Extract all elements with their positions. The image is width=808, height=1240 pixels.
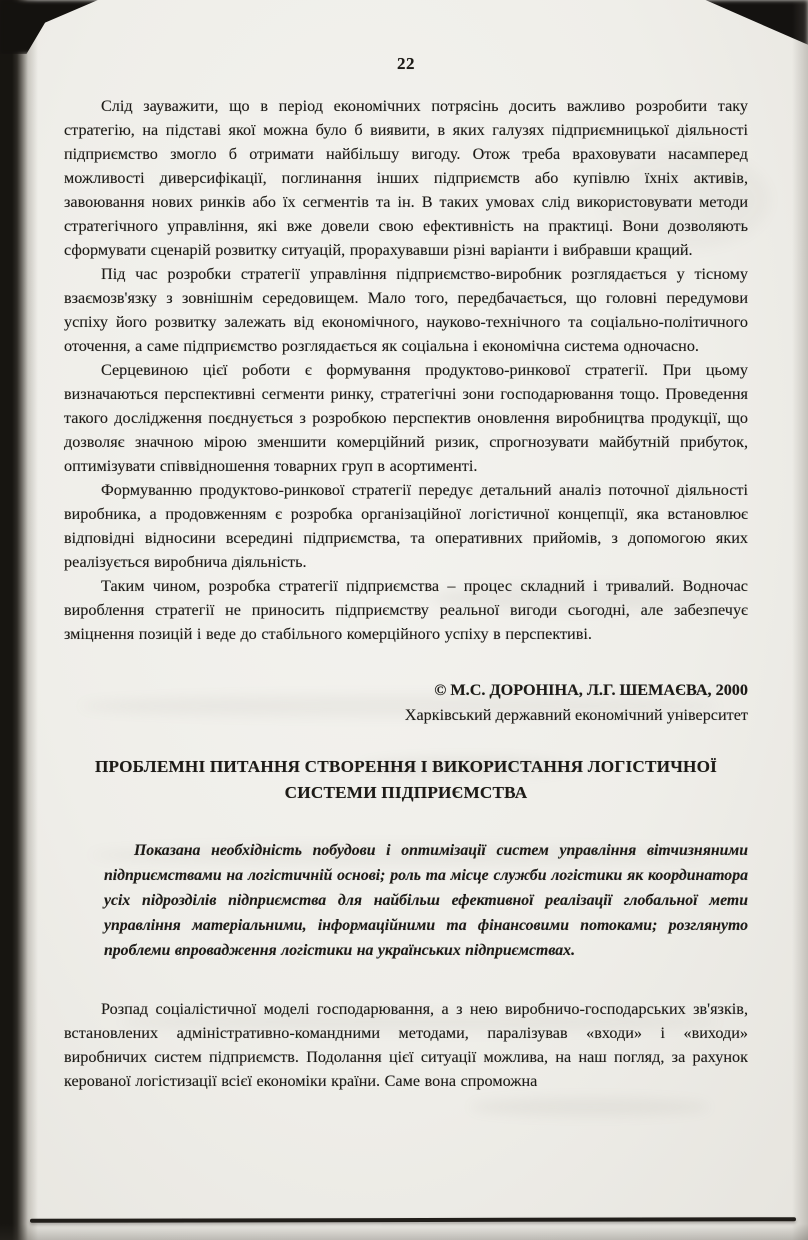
- scan-bottom-edge-shade: [0, 1224, 808, 1240]
- scan-bottom-edge-line: [30, 1217, 796, 1223]
- body-paragraph: Розпад соціалістичної моделі господарювання, а з нею виробничо-господарських зв'язків, встановлених адміністративно-командними методами, паралізував «входи» і «виходи» виробничих систем підприємств. Подолання цієї ситуації можлива, на наш погляд, за рахунок керованої логістизації всієї економіки країни. Саме вона спроможна: [64, 1000, 748, 1090]
- article-title: ПРОБЛЕМНІ ПИТАННЯ СТВОРЕННЯ І ВИКОРИСТАННЯ ЛОГІСТИЧНОЇ СИСТЕМИ ПІДПРИЄМСТВА: [94, 757, 718, 802]
- article-abstract: Показана необхідність побудови і оптимізації систем управління вітчизняними підприємствами на логістичній основі; роль та місце служби логістики як координатора усіх підрозділів підприємства для найбільш ефективної реалізації глобальної мети управління матеріальними, інформаційними та фінансовими потоками; розглянуто проблеми впровадження логістики на українських підприємствах.: [104, 842, 748, 959]
- page-content: [64, 54, 748, 1093]
- body-paragraph: Формуванню продуктово-ринкової стратегії передує детальний аналіз поточної діяльності виробника, а продовженням є розробка організаційної логістичної концепції, яка встановлює відповідні відносини всередині підприємства, та оперативних прийомів, з допомогою яких реалізується виробнича діяльність.: [64, 481, 748, 571]
- body-paragraph: Серцевиною цієї роботи є формування продуктово-ринкової стратегії. При цьому визначаються перспективні сегменти ринку, стратегічні зони господарювання тощо. Проведення такого дослідження поєднується з розробкою перспектив оновлення виробництва продукції, що дозволяє значною мірою зменшити комерційний ризик, спрогнозувати майбутній прибуток, оптимізувати співвідношення товарних груп в асортименті.: [64, 361, 748, 475]
- scan-corner-top-right: [686, 0, 808, 56]
- body-paragraph: Таким чином, розробка стратегії підприємства – процес складний і тривалий. Водночас вироблення стратегії не приносить підприємству реальної вигоди сьогодні, але забезпечує зміцнення позицій і веде до стабільного комерційного успіху в перспективі.: [64, 577, 748, 643]
- page-number: 22: [397, 54, 415, 73]
- copyright-line: © М.С. ДОРОНІНА, Л.Г. ШЕМАЄВА, 2000: [434, 681, 748, 699]
- attribution-block: [64, 678, 748, 728]
- body-paragraph: Під час розробки стратегії управління підприємство-виробник розглядається у тісному взаємозв'язку з зовнішнім середовищем. Мало того, передбачається, що головні передумови успіху його розвитку залежать від економічного, науково-технічного та соціально-політичного оточення, а саме підприємство розглядається як соціальна і економічна система одночасно.: [64, 265, 748, 355]
- scan-corner-top-left: [0, 0, 98, 54]
- scan-smudge: [470, 1098, 710, 1116]
- affiliation-line: Харківський державний економічний університет: [404, 706, 748, 724]
- scan-left-edge-shadow: [0, 0, 38, 1240]
- scan-right-edge-shade: [792, 0, 808, 1240]
- body-paragraph: Слід зауважити, що в період економічних потрясінь досить важливо розробити таку стратегію, на підставі якої можна було б виявити, в яких галузях підприємницької діяльності підприємство змогло б отримати найбільшу вигоду. Отож треба враховувати насамперед можливості диверсифікації, поглинання інших підприємств або купівлю їхніх активів, завоювання нових ринків або їх сегментів та ін. В таких умовах слід використовувати методи стратегічного управління, які вже довели свою ефективність на практиці. Вони дозволяють сформувати сценарій розвитку ситуацій, прорахувавши різні варіанти і вибравши кращий.: [64, 97, 748, 259]
